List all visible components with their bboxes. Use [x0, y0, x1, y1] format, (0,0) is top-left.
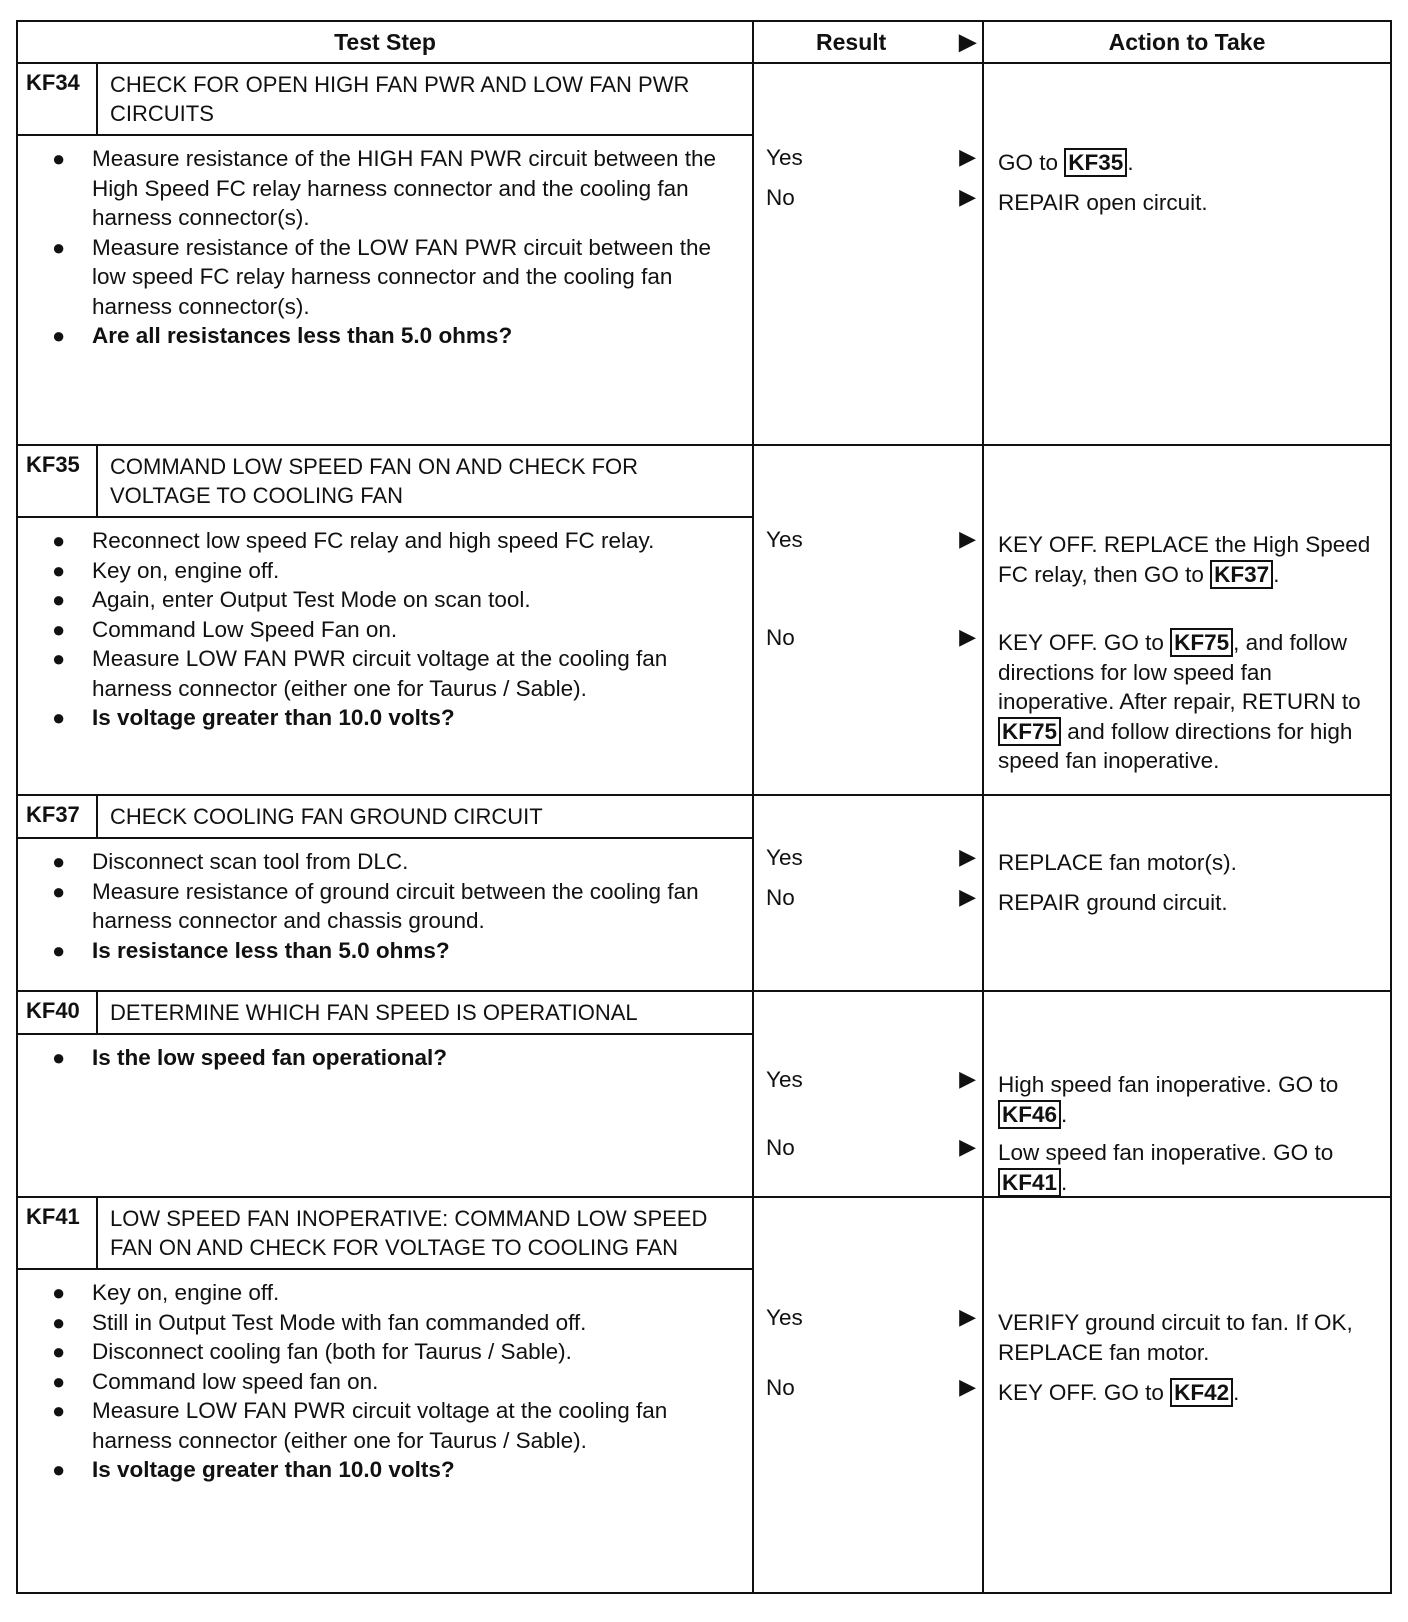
bullet-icon: ● — [52, 528, 66, 553]
arrow-right-icon: ▶ — [959, 144, 976, 169]
step-row — [17, 1197, 1391, 1593]
result-label: No — [766, 625, 795, 650]
bullet-text: Reconnect low speed FC relay and high speed FC relay. — [92, 528, 655, 553]
result-cell — [753, 445, 983, 795]
step-bullet-list — [18, 1270, 752, 1493]
result-yes — [754, 1298, 982, 1338]
result-yes — [754, 138, 982, 178]
action-text-segment: KEY OFF. GO to — [998, 630, 1171, 655]
steps-body — [17, 63, 1391, 1593]
action-text — [984, 1065, 1390, 1134]
bullet-icon: ● — [52, 1309, 66, 1335]
test-step-cell — [17, 63, 753, 445]
result-label: Yes — [766, 1067, 803, 1092]
step-instruction — [52, 556, 732, 586]
action-text — [984, 525, 1390, 594]
step-instruction — [52, 526, 732, 556]
action-text-segment: KEY OFF. GO to — [998, 1380, 1171, 1405]
step-bullet-list — [18, 1035, 752, 1081]
step-row — [17, 795, 1391, 991]
bullet-icon: ● — [52, 1339, 66, 1364]
step-instruction — [52, 585, 732, 615]
arrow-right-icon: ▶ — [959, 1066, 976, 1091]
action-text-segment: GO to — [998, 150, 1065, 175]
step-reference-link[interactable]: KF75 — [998, 717, 1061, 746]
bullet-icon: ● — [52, 323, 66, 348]
step-question — [52, 1455, 732, 1485]
bullet-text: Measure LOW FAN PWR circuit voltage at the cooling fan harness connector (either one for Taurus / Sable). — [92, 646, 668, 701]
step-instruction — [52, 1396, 732, 1455]
step-title: CHECK COOLING FAN GROUND CIRCUIT — [110, 804, 543, 829]
bullet-text: Measure resistance of the HIGH FAN PWR circuit between the High Speed FC relay harness connector and the cooling fan harness connector(s). — [92, 146, 716, 230]
arrow-right-icon: ▶ — [959, 1134, 976, 1159]
result-yes — [754, 1060, 982, 1100]
step-instruction — [52, 877, 732, 936]
step-id: KF37 — [18, 796, 98, 837]
action-text — [984, 623, 1390, 781]
result-no — [754, 1128, 982, 1168]
action-cell — [983, 991, 1391, 1197]
test-step-cell — [17, 991, 753, 1197]
step-header — [18, 1198, 752, 1270]
result-label: Yes — [766, 845, 803, 870]
bullet-icon: ● — [52, 1280, 66, 1305]
result-label: Yes — [766, 1305, 803, 1330]
result-no — [754, 618, 982, 658]
result-cell — [753, 1197, 983, 1593]
action-text — [984, 183, 1390, 223]
bullet-icon: ● — [52, 146, 66, 171]
action-text-segment: REPAIR open circuit. — [998, 190, 1208, 215]
action-text-segment: KEY OFF. REPLACE the High Speed FC relay, then GO to — [998, 532, 1371, 587]
arrow-right-icon: ▶ — [959, 1304, 976, 1329]
result-label: No — [766, 1375, 795, 1400]
bullet-icon: ● — [52, 705, 66, 730]
step-question — [52, 321, 732, 351]
step-question — [52, 1043, 732, 1073]
step-row — [17, 445, 1391, 795]
step-instruction — [52, 1308, 732, 1338]
step-id: KF40 — [18, 992, 98, 1033]
step-header — [18, 992, 752, 1035]
action-text — [984, 1303, 1390, 1372]
arrow-right-icon: ▶ — [959, 624, 976, 649]
step-instruction — [52, 644, 732, 703]
action-text-segment: REPLACE fan motor(s). — [998, 850, 1237, 875]
step-header — [18, 64, 752, 136]
bullet-icon: ● — [52, 234, 66, 260]
bullet-icon: ● — [52, 1398, 66, 1423]
result-yes — [754, 838, 982, 878]
step-id: KF35 — [18, 446, 98, 516]
header-action: Action to Take — [983, 21, 1391, 63]
step-title: LOW SPEED FAN INOPERATIVE: COMMAND LOW SPEED FAN ON AND CHECK FOR VOLTAGE TO COOLING FAN — [110, 1206, 708, 1260]
result-label: No — [766, 885, 795, 910]
bullet-text: Is voltage greater than 10.0 volts? — [92, 1457, 455, 1482]
bullet-icon: ● — [52, 937, 66, 963]
action-text-segment: . — [1127, 150, 1134, 175]
bullet-text: Disconnect cooling fan (both for Taurus / Sable). — [92, 1339, 572, 1364]
action-text — [984, 1133, 1390, 1202]
step-title: COMMAND LOW SPEED FAN ON AND CHECK FOR VOLTAGE TO COOLING FAN — [110, 454, 639, 508]
step-id: KF34 — [18, 64, 98, 134]
bullet-icon: ● — [52, 878, 66, 904]
result-cell — [753, 991, 983, 1197]
bullet-text: Measure resistance of the LOW FAN PWR circuit between the low speed FC relay harness connector and the cooling fan harness connector(s). — [92, 234, 711, 319]
step-bullet-list — [18, 518, 752, 741]
action-text-segment: . — [1233, 1380, 1240, 1405]
bullet-text: Disconnect scan tool from DLC. — [92, 849, 409, 874]
bullet-text: Measure LOW FAN PWR circuit voltage at the cooling fan harness connector (either one for Taurus / Sable). — [92, 1398, 668, 1453]
action-cell — [983, 445, 1391, 795]
arrow-right-icon: ▶ — [959, 184, 976, 209]
step-reference-link[interactable]: KF37 — [1210, 560, 1273, 589]
bullet-text: Is voltage greater than 10.0 volts? — [92, 705, 455, 730]
bullet-text: Is the low speed fan operational? — [92, 1045, 448, 1070]
step-instruction — [52, 144, 732, 233]
action-cell — [983, 63, 1391, 445]
step-bullet-list — [18, 839, 752, 973]
bullet-icon: ● — [52, 616, 66, 642]
result-yes — [754, 520, 982, 560]
result-no — [754, 178, 982, 218]
arrow-right-icon: ▶ — [959, 884, 976, 909]
step-instruction — [52, 233, 732, 322]
bullet-text: Measure resistance of ground circuit between the cooling fan harness connector and chassis ground. — [92, 878, 699, 933]
bullet-text: Command Low Speed Fan on. — [92, 616, 398, 642]
bullet-icon: ● — [52, 1457, 66, 1482]
step-row — [17, 991, 1391, 1197]
result-no — [754, 1368, 982, 1408]
step-reference-link[interactable]: KF75 — [1170, 628, 1233, 657]
action-text-segment: VERIFY ground circuit to fan. If OK, REPLACE fan motor. — [998, 1310, 1353, 1365]
header-result — [753, 21, 983, 63]
test-step-cell — [17, 445, 753, 795]
result-label: Yes — [766, 527, 803, 552]
action-text-segment: . — [1061, 1169, 1068, 1195]
action-text-segment: and follow directions for high speed fan inoperative. — [998, 718, 1353, 773]
step-title: DETERMINE WHICH FAN SPEED IS OPERATIONAL — [110, 1000, 638, 1025]
action-cell — [983, 795, 1391, 991]
action-text-segment: , and follow directions for low speed fan inoperative. After repair, RETURN to — [998, 630, 1361, 714]
step-instruction — [52, 847, 732, 877]
action-text-segment: . — [1273, 561, 1280, 587]
action-text — [984, 143, 1390, 183]
bullet-text: Again, enter Output Test Mode on scan tool. — [92, 587, 531, 612]
result-cell — [753, 795, 983, 991]
result-label: No — [766, 185, 795, 210]
step-reference-link[interactable]: KF42 — [1170, 1378, 1233, 1407]
test-step-table — [16, 20, 1392, 1594]
test-step-cell — [17, 795, 753, 991]
bullet-icon: ● — [52, 557, 66, 583]
action-text — [984, 1373, 1390, 1413]
bullet-icon: ● — [52, 587, 66, 612]
header-result-label: Result — [816, 28, 887, 55]
header-test-step: Test Step — [17, 21, 753, 63]
step-reference-link[interactable]: KF46 — [998, 1100, 1061, 1129]
bullet-text: Key on, engine off. — [92, 557, 280, 583]
result-label: No — [766, 1135, 795, 1160]
bullet-icon: ● — [52, 646, 66, 671]
bullet-text: Key on, engine off. — [92, 1280, 280, 1305]
action-text-segment: Low speed fan inoperative. GO to — [998, 1140, 1334, 1165]
action-text-segment: High speed fan inoperative. GO to — [998, 1072, 1339, 1097]
step-instruction — [52, 1278, 732, 1308]
action-text-segment: . — [1061, 1101, 1068, 1127]
arrow-right-icon: ▶ — [959, 526, 976, 551]
step-instruction — [52, 615, 732, 645]
bullet-icon: ● — [52, 1045, 66, 1070]
result-cell — [753, 63, 983, 445]
step-header — [18, 796, 752, 839]
arrow-right-icon: ▶ — [959, 1374, 976, 1399]
header-row — [17, 21, 1391, 63]
step-instruction — [52, 1337, 732, 1367]
action-text — [984, 843, 1390, 883]
bullet-text: Is resistance less than 5.0 ohms? — [92, 937, 450, 963]
step-instruction — [52, 1367, 732, 1397]
bullet-text: Are all resistances less than 5.0 ohms? — [92, 323, 513, 348]
step-bullet-list — [18, 136, 752, 359]
step-title: CHECK FOR OPEN HIGH FAN PWR AND LOW FAN PWR CIRCUITS — [110, 72, 690, 126]
result-no — [754, 878, 982, 918]
bullet-text: Command low speed fan on. — [92, 1368, 379, 1394]
bullet-icon: ● — [52, 849, 66, 874]
test-step-cell — [17, 1197, 753, 1593]
arrow-right-icon: ▶ — [959, 844, 976, 869]
bullet-text: Still in Output Test Mode with fan commanded off. — [92, 1309, 587, 1335]
step-header — [18, 446, 752, 518]
action-text — [984, 883, 1390, 923]
step-reference-link[interactable]: KF35 — [1064, 148, 1127, 177]
arrow-right-icon: ▶ — [959, 29, 976, 54]
action-cell — [983, 1197, 1391, 1593]
step-id: KF41 — [18, 1198, 98, 1268]
bullet-icon: ● — [52, 1368, 66, 1394]
action-text-segment: REPAIR ground circuit. — [998, 890, 1228, 915]
result-label: Yes — [766, 145, 803, 170]
step-row — [17, 63, 1391, 445]
step-reference-link[interactable]: KF41 — [998, 1168, 1061, 1197]
step-question — [52, 703, 732, 733]
step-question — [52, 936, 732, 966]
